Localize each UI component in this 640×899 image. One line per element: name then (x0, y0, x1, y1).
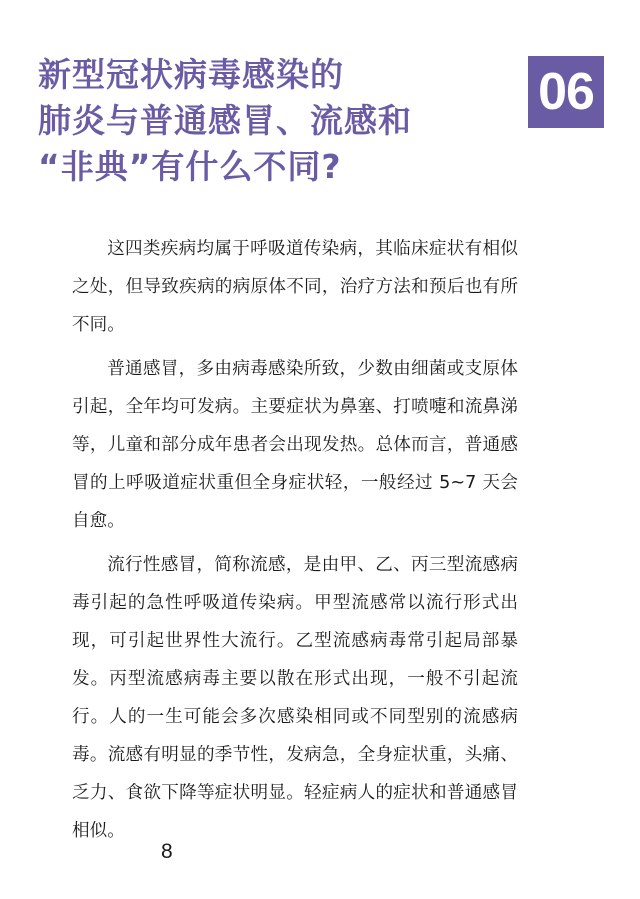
title-line-3: “非典”有什么不同? (38, 147, 342, 186)
paragraph-intro: 这四类疾病均属于呼吸道传染病，其临床症状有相似之处，但导致疾病的病原体不同，治疗方法和预后也有所不同。 (72, 239, 518, 335)
title-line-1: 新型冠状病毒感染的 (38, 55, 344, 94)
body-text (72, 230, 518, 856)
title-line-2: 肺炎与普通感冒、流感和 (38, 101, 412, 140)
page-number: 8 (161, 840, 173, 863)
section-number-badge: 06 (528, 56, 604, 128)
paragraph-common-cold: 普通感冒，多由病毒感染所致，少数由细菌或支原体引起，全年均可发病。主要症状为鼻塞、打喷嚏和流鼻涕等，儿童和部分成年患者会出现发热。总体而言，普通感冒的上呼吸道症状重但全身症状轻，一般经过 5~7 天会自愈。 (72, 359, 518, 531)
page-title (38, 52, 508, 190)
paragraph-influenza: 流行性感冒，简称流感，是由甲、乙、丙三型流感病毒引起的急性呼吸道传染病。甲型流感常以流行形式出现，可引起世界性大流行。乙型流感病毒常引起局部暴发。丙型流感病毒主要以散在形式出现，一般不引起流行。人的一生可能会多次感染相同或不同型别的流感病毒。流感有明显的季节性，发病急，全身症状重，头痛、乏力、食欲下降等症状明显。轻症病人的症状和普通感冒相似。 (72, 555, 518, 841)
